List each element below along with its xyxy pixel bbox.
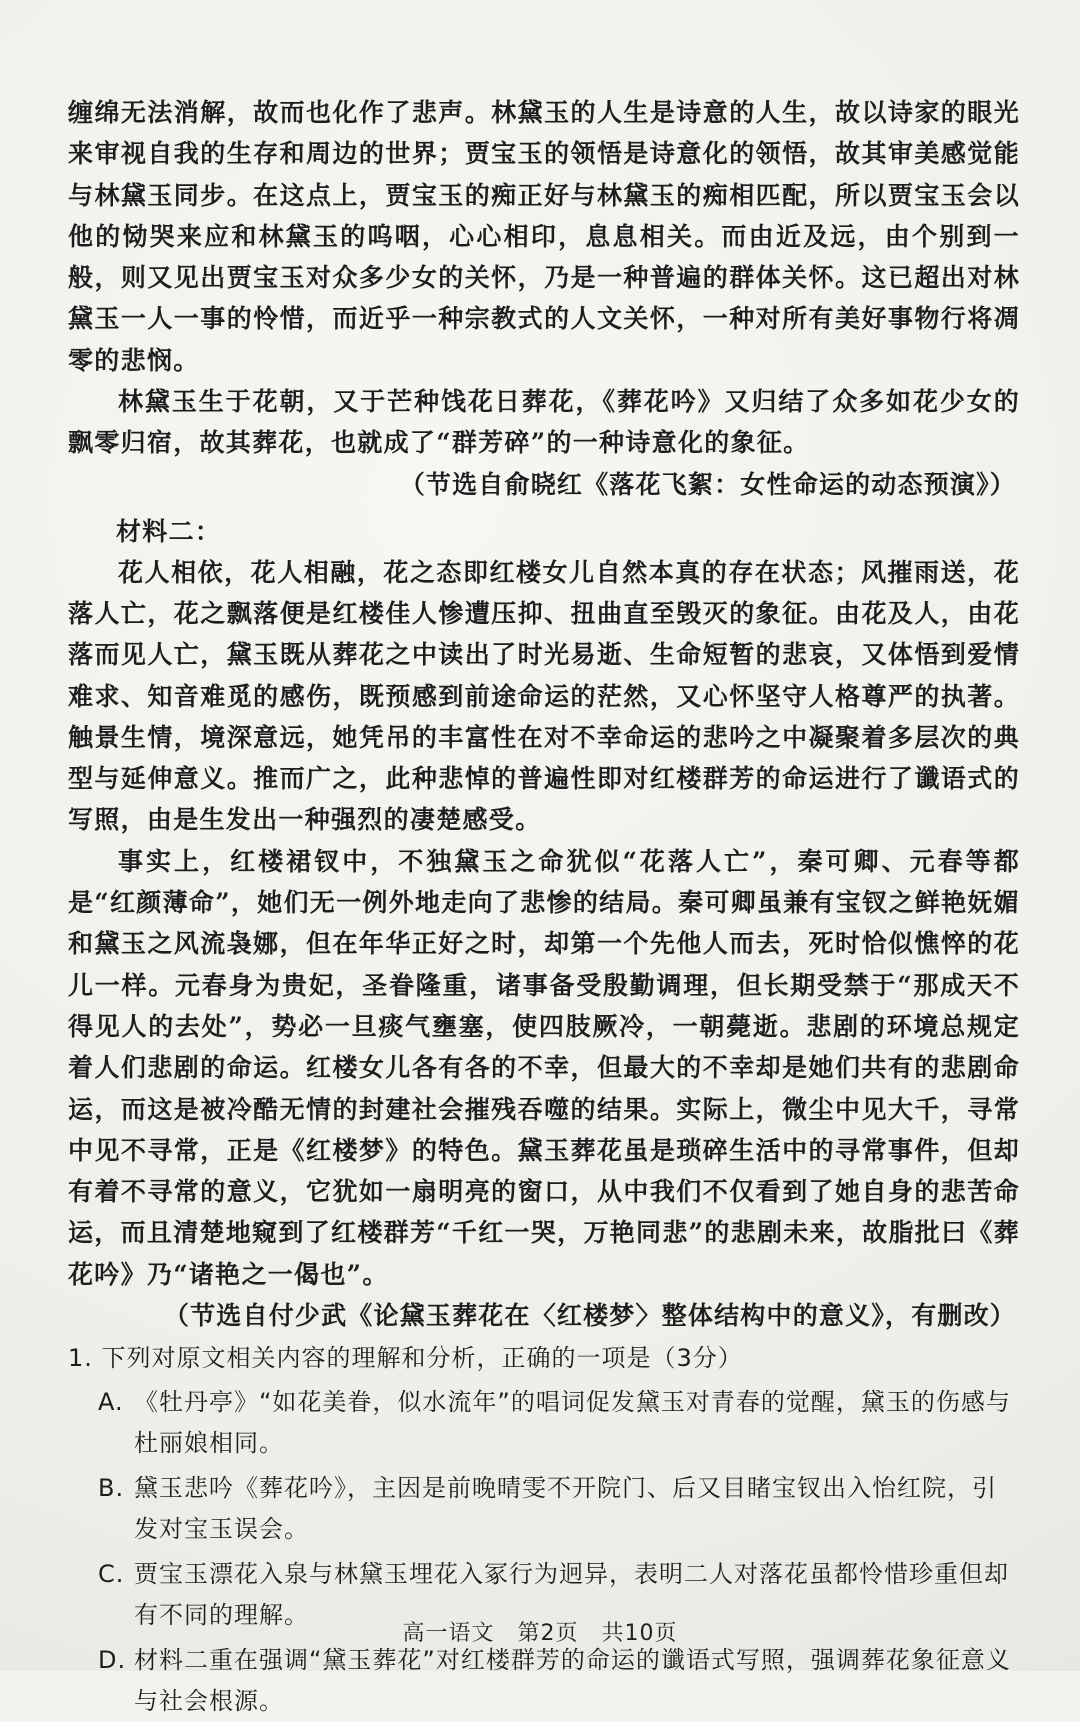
option-c-letter: C.	[98, 1560, 125, 1589]
option-c-text: 贾宝玉漂花入泉与林黛玉埋花入冢行为迥异，表明二人对落花虽都怜惜珍重但却有不同的理解。	[134, 1560, 1009, 1630]
material2-paragraph1: 花人相依，花人相融，花之态即红楼女儿自然本真的存在状态；风摧雨送，花落人亡，花之飘落便是红楼佳人惨遭压抑、扭曲直至毁灭的象征。由花及人，由花落而见人亡，黛玉既从葬花之中读出了时光易逝、生命短暂的悲哀，又体悟到爱情难求、知音难觅的感伤，既预感到前途命运的茫然，又心怀坚守人格尊严的执著。触景生情，境深意远，她凭吊的丰富性在对不幸命运的悲吟之中凝聚着多层次的典型与延伸意义。推而广之，此种悲悼的普遍性即对红楼群芳的命运进行了谶语式的写照，由是生发出一种强烈的凄楚感受。	[68, 557, 1020, 835]
material2-source: （节选自付少武《论黛玉葬花在〈红楼梦〉整体结构中的意义》，有删改）	[163, 1301, 1016, 1331]
option-a	[68, 1382, 1020, 1464]
option-a-text: 《牡丹亭》“如花美眷，似水流年”的唱词促发黛玉对青春的觉醒，黛玉的伤感与杜丽娘相同。	[134, 1388, 1011, 1458]
page-content	[68, 92, 1020, 1722]
option-d-text: 材料二重在强调“黛玉葬花”对红楼群芳的命运的谶语式写照，强调葬花象征意义与社会根源。	[134, 1646, 1011, 1716]
option-a-letter: A.	[98, 1388, 124, 1417]
material1-source: （节选自俞晓红《落花飞絮：女性命运的动态预演》）	[399, 469, 1016, 499]
option-b-text: 黛玉悲吟《葬花吟》，主因是前晚晴雯不开院门、后又目睹宝钗出入怡红院，引发对宝玉误会。	[134, 1474, 997, 1544]
option-b-letter: B.	[98, 1474, 125, 1503]
question-1	[68, 1338, 1020, 1722]
material1-paragraph1: 缠绵无法消解，故而也化作了悲声。林黛玉的人生是诗意的人生，故以诗家的眼光来审视自我的生存和周边的世界；贾宝玉的领悟是诗意化的领悟，故其审美感觉能与林黛玉同步。在这点上，贾宝玉的痴正好与林黛玉的痴相匹配，所以贾宝玉会以他的恸哭来应和林黛玉的呜咽，心心相印，息息相关。而由近及远，由个别到一般，则又见出贾宝玉对众多少女的关怀，乃是一种普遍的群体关怀。这已超出对林黛玉一人一事的怜惜，而近乎一种宗教式的人文关怀，一种对所有美好事物行将凋零的悲悯。	[68, 98, 1020, 375]
question-1-stem: 1. 下列对原文相关内容的理解和分析，正确的一项是（3分）	[68, 1344, 743, 1373]
option-d-letter: D.	[98, 1646, 127, 1675]
material1-paragraph2: 林黛玉生于花朝，又于芒种饯花日葬花，《葬花吟》又归结了众多如花少女的飘零归宿，故其葬花，也就成了“群芳碎”的一种诗意化的象征。	[68, 387, 1020, 458]
option-d	[68, 1640, 1020, 1722]
material2-title: 材料二：	[116, 516, 222, 546]
material2-paragraph2: 事实上，红楼裙钗中，不独黛玉之命犹似“花落人亡”，秦可卿、元春等都是“红颜薄命”，她们无一例外地走向了悲惨的结局。秦可卿虽兼有宝钗之鲜艳妩媚和黛玉之风流袅娜，但在年华正好之时，却第一个先他人而去，死时恰似憔悴的花儿一样。元春身为贵妃，圣眷隆重，诸事备受殷勤调理，但长期受禁于“那成天不得见人的去处”，势必一旦痰气壅塞，使四肢厥冷，一朝薨逝。悲剧的环境总规定着人们悲剧的命运。红楼女儿各有各的不幸，但最大的不幸却是她们共有的悲剧命运，而这是被冷酷无情的封建社会摧残吞噬的结果。实际上，微尘中见大千，寻常中见不寻常，正是《红楼梦》的特色。黛玉葬花虽是琐碎生活中的寻常事件，但却有着不寻常的意义，它犹如一扇明亮的窗口，从中我们不仅看到了她自身的悲苦命运，而且清楚地窥到了红楼群芳“千红一哭，万艳同悲”的悲剧未来，故脂批曰《葬花吟》乃“诸艳之一偈也”。	[68, 846, 1020, 1289]
page-footer: 高一语文 第2页 共10页	[402, 1621, 678, 1646]
option-b	[68, 1468, 1020, 1550]
